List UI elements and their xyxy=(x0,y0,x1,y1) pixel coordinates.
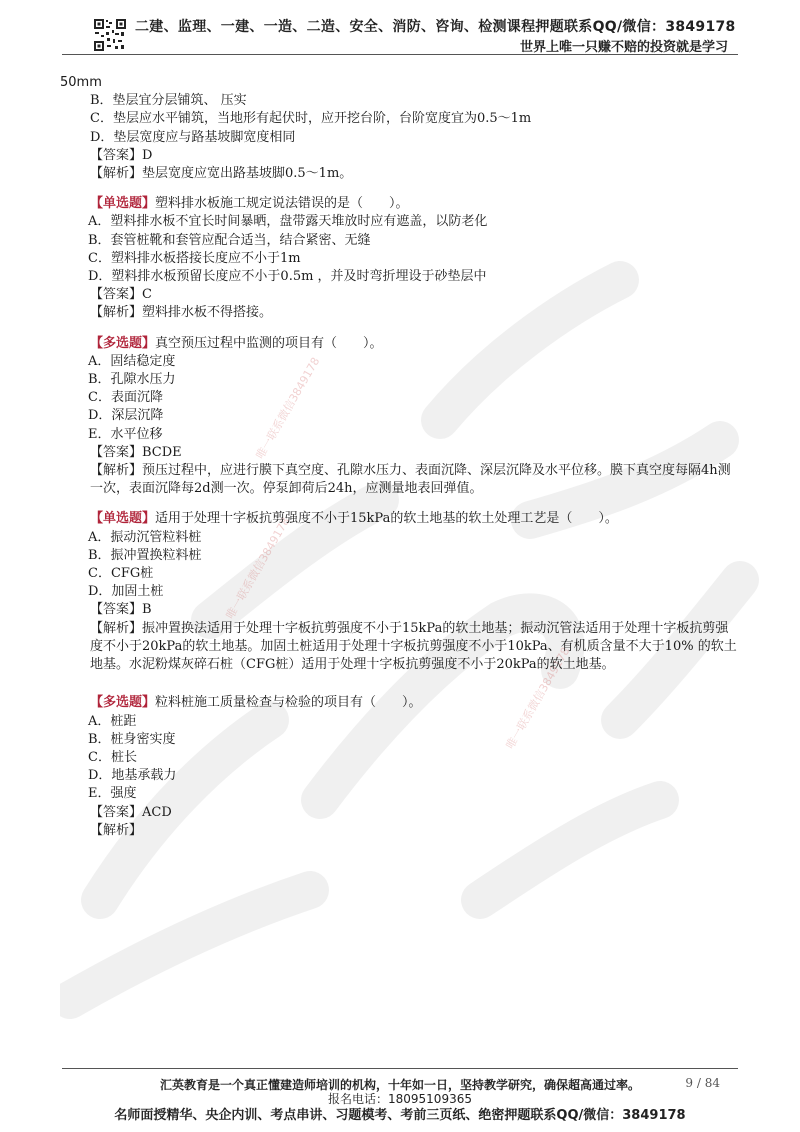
question-type-tag: 【多选题】 xyxy=(90,695,156,711)
option: C．桩长 xyxy=(88,749,137,765)
option: D．地基承载力 xyxy=(88,768,177,784)
option: B．桩身密实度 xyxy=(88,731,176,747)
option: C．塑料排水板搭接长度应不小于1m xyxy=(88,250,301,266)
footer-phone: 报名电话：18095109365 xyxy=(328,1092,472,1106)
answer: 【答案】ACD xyxy=(90,804,172,820)
option: C．表面沉降 xyxy=(88,390,163,406)
option: B．振冲置换粒料桩 xyxy=(88,547,202,563)
answer: 【答案】B xyxy=(90,602,152,618)
option: A．塑料排水板不宜长时间暴晒，盘带露天堆放时应有遮盖，以防老化 xyxy=(88,214,488,230)
question-stem xyxy=(60,694,740,712)
page-header xyxy=(0,0,800,62)
option: C．垫层应水平铺筑，当地形有起伏时，应开挖台阶，台阶宽度宜为0.5～1m xyxy=(90,111,532,127)
question-text: 适用于处理十字板抗剪强度不小于15kPa的软土地基的软土处理工艺是（ ）。 xyxy=(155,511,618,527)
question-text: 真空预压过程中监测的项目有（ ）。 xyxy=(155,335,383,351)
option: C．CFG桩 xyxy=(88,566,154,582)
question-stem xyxy=(60,195,740,213)
question-type-tag: 【单选题】 xyxy=(90,196,156,212)
answer: 【答案】BCDE xyxy=(90,444,182,460)
header-title: 二建、监理、一建、一造、二造、安全、消防、咨询、检测课程押题联系QQ/微信：3849178 xyxy=(135,19,736,35)
option: D．深层沉降 xyxy=(88,408,164,424)
question-text: 塑料排水板施工规定说法错误的是（ ）。 xyxy=(155,196,409,212)
footer-divider xyxy=(62,1068,738,1069)
option: D．加固土桩 xyxy=(88,584,164,600)
option: B．孔隙水压力 xyxy=(88,372,176,388)
watermark-text: 唯一联系微信3849178 xyxy=(253,355,323,462)
question-text: 粒料桩施工质量检查与检验的项目有（ ）。 xyxy=(155,695,422,711)
document-body xyxy=(60,74,740,840)
option: A．振动沉管粒料桩 xyxy=(88,529,202,545)
prev-question-tail: 50mm xyxy=(60,75,102,90)
question-type-tag: 【单选题】 xyxy=(90,511,156,527)
option: D．塑料排水板预留长度应不小于0.5m ，并及时弯折埋设于砂垫层中 xyxy=(88,269,487,285)
watermark-text: 唯一联系微信3849178 xyxy=(223,515,293,622)
footer-intro: 汇英教育是一个真正懂建造师培训的机构，十年如一日，坚持教学研究，确保超高通过率。 xyxy=(159,1078,640,1092)
answer: 【答案】D xyxy=(90,147,153,163)
option: E．强度 xyxy=(88,786,137,802)
option: E．水平位移 xyxy=(88,426,163,442)
analysis: 【解析】预压过程中，应进行膜下真空度、孔隙水压力、表面沉降、深层沉降及水平位移。膜下真空度每隔4h测一次，表面沉降每2d测一次。停泵卸荷后24h，应测量地表回弹值。 xyxy=(90,463,731,497)
question-stem xyxy=(60,510,740,528)
watermark-text: 唯一联系微信3849178 xyxy=(503,645,573,752)
header-divider xyxy=(62,54,738,55)
answer: 【答案】C xyxy=(90,287,152,303)
header-slogan: 世界上唯一只赚不赔的投资就是学习 xyxy=(519,40,728,55)
option: B．套管桩靴和套管应配合适当，结合紧密、无缝 xyxy=(88,232,371,248)
option: A．固结稳定度 xyxy=(88,353,176,369)
analysis: 【解析】 xyxy=(90,822,143,838)
analysis: 【解析】垫层宽度应宽出路基坡脚0.5～1m。 xyxy=(90,166,353,182)
option: D．垫层宽度应与路基坡脚宽度相同 xyxy=(90,129,296,145)
analysis: 【解析】塑料排水板不得搭接。 xyxy=(90,305,273,321)
option: B．垫层宜分层铺筑、 压实 xyxy=(90,93,247,109)
question-stem xyxy=(60,335,740,353)
analysis: 【解析】振冲置换法适用于处理十字板抗剪强度不小于15kPa的软土地基；振动沉管法适用于处理十字板抗剪强度不小于20kPa的软土地基。加固土桩适用于处理十字板抗剪强度不小于10kPa、有机质含量不大于10% 的软土地基。水泥粉煤灰碎石桩（CFG桩）适用于处理十字板抗剪强度不小于20kPa的软土地基。 xyxy=(90,620,737,673)
option: A．桩距 xyxy=(88,713,137,729)
qr-code-icon xyxy=(93,18,127,52)
footer-contact: 名师面授精华、央企内训、考点串讲、习题模考、考前三页纸、绝密押题联系QQ/微信：3849178 xyxy=(114,1108,686,1123)
page-number: 9 / 84 xyxy=(685,1076,720,1090)
question-type-tag: 【多选题】 xyxy=(90,335,156,351)
